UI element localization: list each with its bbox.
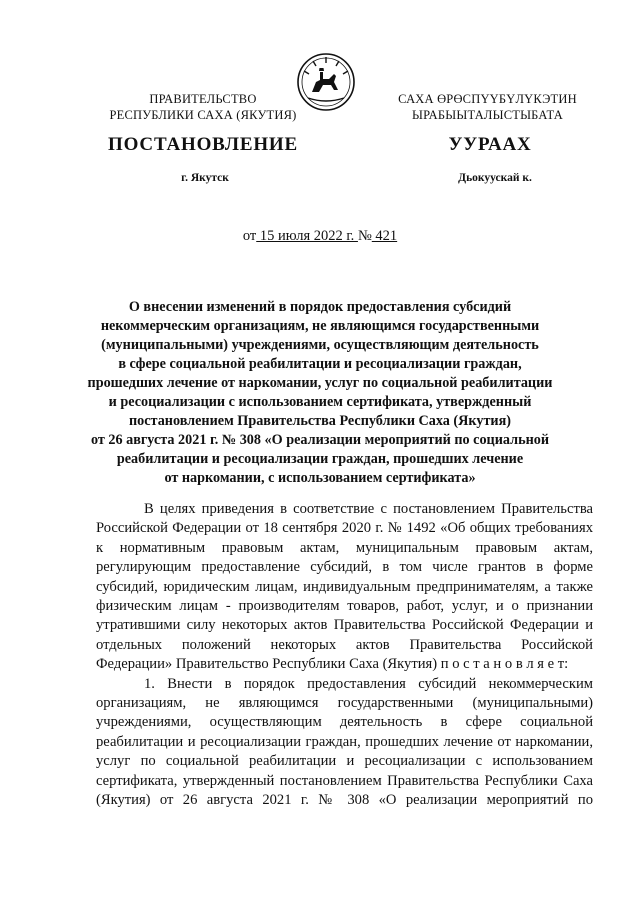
org-sakha-line1: САХА ӨРӨСПҮҮБҮЛҮКЭТИН	[398, 92, 577, 106]
body-line: к нормативным правовым актам, муниципальным правовым актам,	[96, 539, 593, 556]
org-sakha-line2: ЫРАБЫЫТАЛЫСТЫБАТА	[412, 108, 563, 122]
body-line: 1. Внести в порядок предоставления субсидий некоммерческим	[144, 675, 593, 692]
organization-name-sakha	[380, 91, 595, 123]
body-line: В целях приведения в соответствие с постановлением Правительства	[144, 501, 593, 517]
title-line: постановлением Правительства Республики Саха (Якутия)	[128, 413, 512, 429]
title-line: прошедших лечение от наркомании, услуг по социальной реабилитации	[87, 375, 553, 391]
body-line: услуг по социальной реабилитации и ресоциализации с использованием	[96, 753, 593, 770]
body-line: регулирующим предоставление субсидий, в том числе грантов в форме	[96, 559, 593, 576]
title-line: О внесении изменений в порядок предоставления субсидий	[128, 299, 512, 315]
body-line: реабилитации и ресоциализации граждан, прошедших лечение от наркомании,	[96, 733, 593, 750]
body-line: Федерации» Правительство Республики Саха (Якутия) п о с т а н о в л я е т:	[96, 656, 569, 673]
document-body	[96, 500, 593, 811]
number-sign: №	[357, 228, 372, 244]
body-line: организациям, не являющимся государственными (муниципальными)	[96, 695, 593, 712]
document-date: 15 июля 2022 г.	[256, 228, 358, 244]
body-line: Российской Федерации от 18 сентября 2020 г. № 1492 «Об общих требованиях	[96, 520, 593, 537]
city-russian: г. Якутск	[181, 172, 229, 184]
org-ru-line1: ПРАВИТЕЛЬСТВО	[149, 92, 257, 106]
body-line: (Якутия) от 26 августа 2021 г. № 308 «О реализации мероприятий по	[96, 792, 593, 809]
title-line: и ресоциализации с использованием сертификата, утвержденный	[108, 394, 532, 410]
title-line: реабилитации и ресоциализации граждан, прошедших лечение	[116, 451, 524, 467]
organization-name-russian	[98, 91, 308, 123]
doctype-russian: ПОСТАНОВЛЕНИЕ	[108, 134, 298, 155]
body-line: утратившими силу некоторых актов Правительства Российской Федерации и	[96, 617, 593, 634]
document-date-number	[0, 228, 640, 245]
doctype-sakha: УУРААХ	[448, 134, 532, 155]
title-line: от 26 августа 2021 г. № 308 «О реализации мероприятий по социальной	[90, 432, 550, 448]
document-number: 421	[371, 228, 398, 244]
body-line: отдельных положений некоторых актов Правительства Российской	[96, 636, 593, 653]
body-line: физическим лицам - производителям товаров, работ, услуг, и о признании	[96, 598, 593, 615]
body-line: сертификата, утвержденный постановлением Правительства Республики Саха	[96, 772, 593, 789]
title-line: (муниципальными) учреждениями, осуществляющим деятельность	[101, 337, 539, 353]
from-label: от	[242, 228, 257, 244]
org-ru-line2: РЕСПУБЛИКИ САХА (ЯКУТИЯ)	[109, 108, 297, 122]
title-line: в сфере социальной реабилитации и ресоциализации граждан,	[118, 356, 522, 372]
title-line: от наркомании, с использованием сертификата»	[164, 470, 476, 486]
document-title	[80, 298, 560, 488]
title-line: некоммерческим организациям, не являющимся государственными	[100, 318, 540, 334]
body-line: учреждениями, осуществляющим деятельность в сфере социальной	[96, 714, 593, 731]
city-sakha: Дьокуускай к.	[458, 172, 532, 184]
body-line: субсидий, юридическим лицам, индивидуальным предпринимателям, а также	[96, 578, 593, 595]
